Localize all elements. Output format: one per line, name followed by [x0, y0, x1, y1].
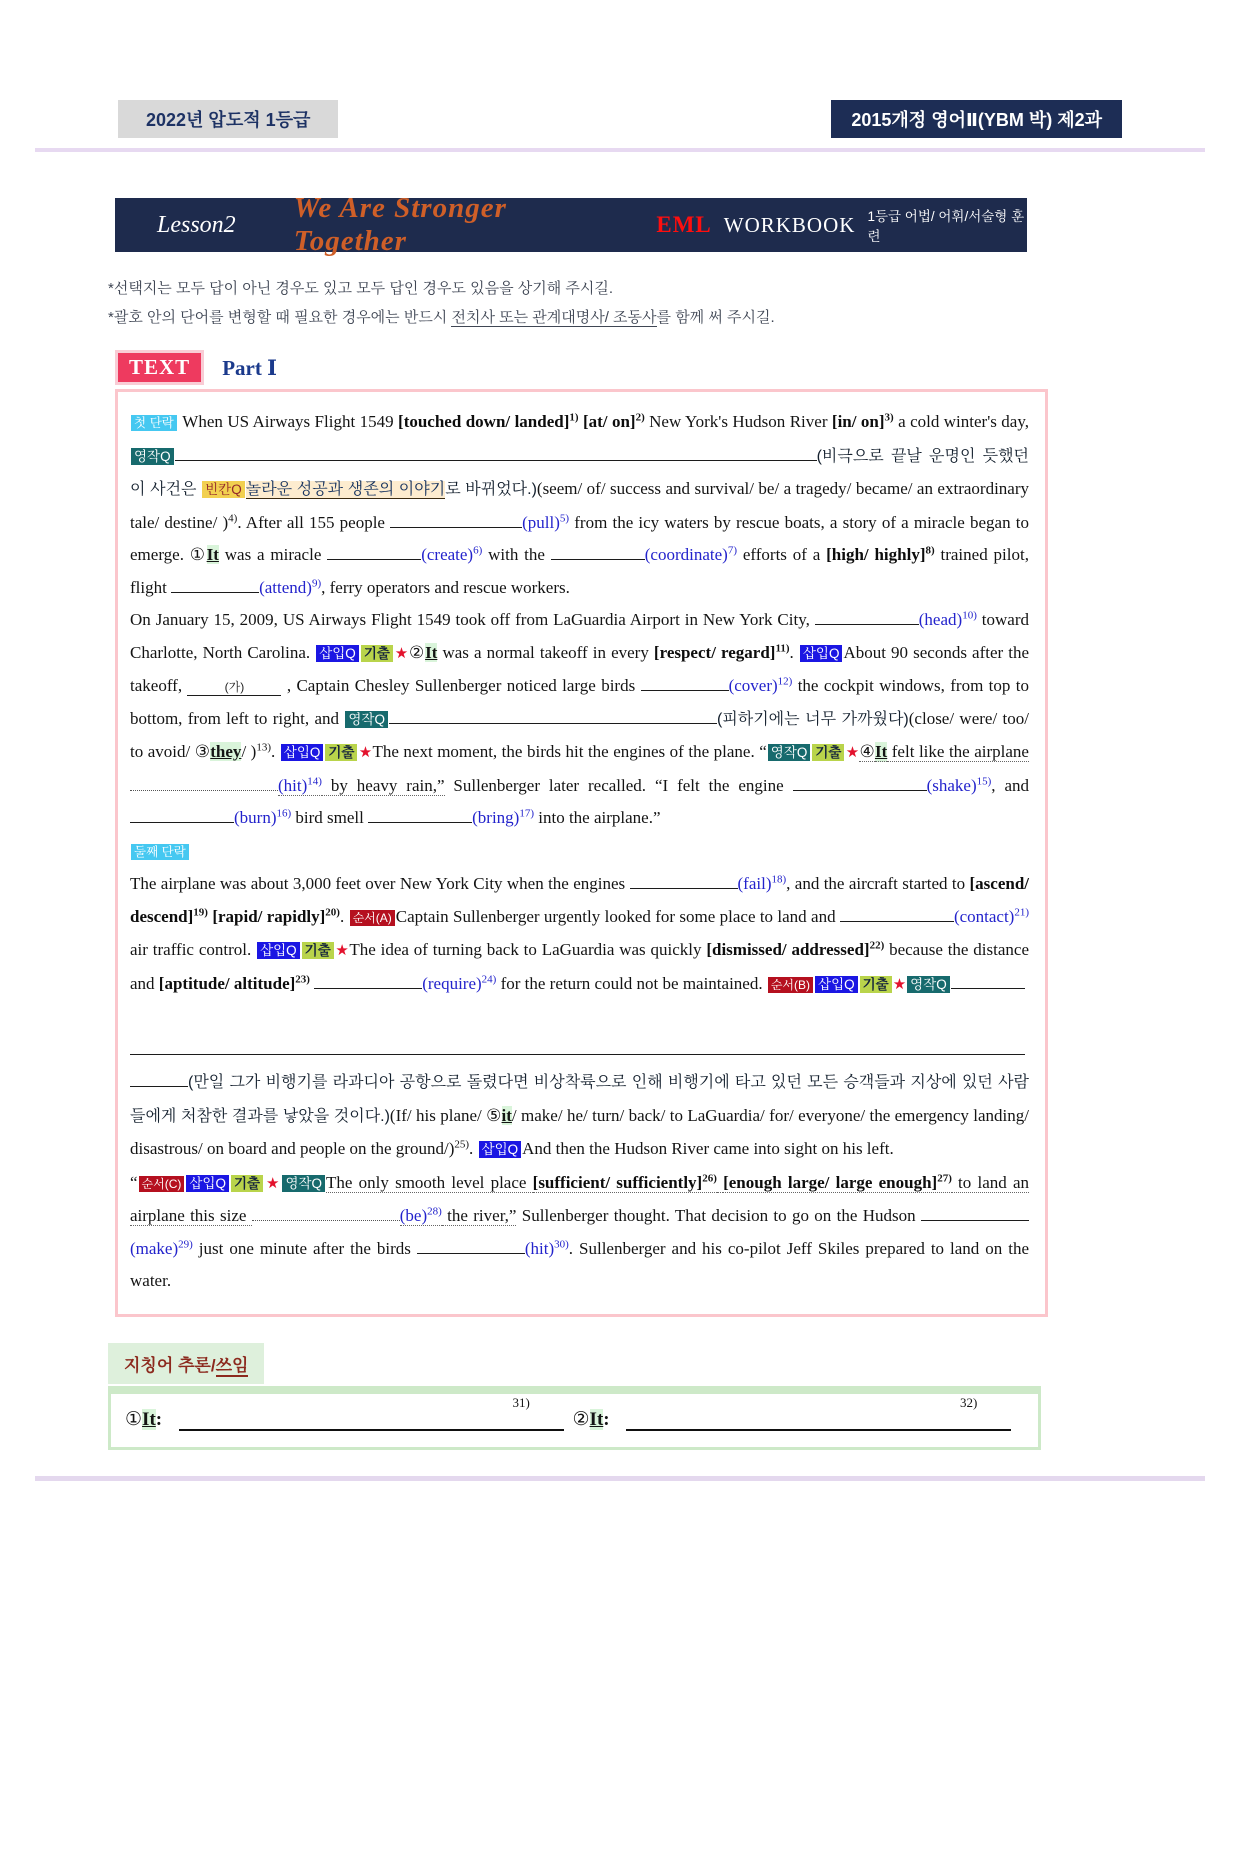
verb-hint: (require)$^{24)}$: [422, 972, 497, 993]
referent-header: 지칭어 추론/쓰임: [108, 1343, 264, 1384]
passage-text: just one minute after the birds: [192, 1238, 417, 1258]
answer-blank: [921, 1205, 1029, 1221]
yeongjak-q-badge: 영작Q: [768, 744, 811, 761]
question-number: 14): [307, 774, 322, 787]
choice-options: [touched down/ landed]$^{1)}$: [398, 411, 579, 431]
passage-text: with the: [482, 545, 551, 564]
passage-text: On January 15, 2009, US Airways Flight 1549 took off from LaGuardia Airport in New York City,: [130, 610, 815, 629]
question-number: 6): [473, 544, 483, 557]
passage-text: .: [469, 1139, 478, 1158]
choice-options: [at/ on]$^{2)}$: [582, 411, 645, 431]
answer-blank: [951, 973, 1025, 989]
answer-blank: [551, 544, 645, 560]
choice-options: [ascend/ descend]$^{19)}$: [130, 874, 1030, 926]
sunseo-badge: 순서(C): [139, 1176, 185, 1192]
verb-hint: (cover)$^{12)}$: [728, 675, 793, 695]
referent-box: [108, 1386, 1041, 1450]
korean-text: 로 바뀌었다.): [445, 481, 537, 498]
part-title: Part Ⅰ: [222, 355, 277, 380]
banner-subtitle: 1등급 어법/ 어휘/서술형 훈련: [867, 209, 1025, 244]
passage-text: was a miracle: [218, 545, 328, 564]
passage-text: The airplane was about 3,000 feet over New York City when the engines: [130, 874, 630, 893]
answer-blank: [130, 807, 234, 823]
verb-hint: (hit)$^{14)}$: [278, 774, 322, 795]
passage-text: , and the aircraft started to: [786, 874, 970, 893]
top-divider: [35, 148, 1205, 152]
question-number: 23): [295, 972, 310, 985]
star-icon: ★: [393, 645, 410, 662]
question-number: 12): [777, 675, 793, 688]
passage-text: from the icy waters by rescue boats, a story of a miracle began to emerge. ①: [130, 512, 1029, 564]
question-number: 17): [519, 807, 535, 820]
sunseo-badge: 순서(B): [768, 977, 813, 993]
question-number: 11): [775, 641, 790, 654]
passage-text: . Sullenberger and his co-pilot Jeff Skiles prepared to land on the water.: [130, 1238, 1029, 1290]
yeongjak-q-badge: 영작Q: [345, 711, 388, 728]
question-number: 32): [960, 1395, 978, 1411]
verb-hint: (fail)$^{18)}$: [737, 873, 787, 893]
answer-blank: [252, 1205, 400, 1221]
pronoun-highlight: it: [501, 1105, 512, 1125]
question-number: 30): [554, 1237, 569, 1250]
answer-blank: [389, 708, 717, 724]
pronoun-highlight: they: [210, 742, 242, 761]
question-number: 16): [276, 807, 292, 820]
question-number: 28): [427, 1205, 442, 1218]
question-number: 4): [228, 511, 238, 524]
gichul-badge: 기출: [860, 976, 892, 993]
passage-text: When US Airways Flight 1549: [177, 412, 399, 431]
choice-options: [sufficient/ sufficiently]$^{26)}$: [532, 1171, 717, 1192]
gichul-badge: 기출: [231, 1175, 263, 1192]
choice-options: [rapid/ rapidly]$^{20)}$: [212, 905, 340, 926]
circled-number: ②: [572, 1408, 590, 1430]
pronoun-highlight: It: [874, 742, 888, 761]
question-number: 24): [481, 972, 497, 985]
referent-item-1: ①It: $^{31)}$: [125, 1408, 573, 1431]
star-icon: ★: [358, 745, 373, 761]
answer-blank: [731, 445, 817, 461]
question-number: 9): [311, 576, 322, 589]
passage-text: , ferry operators and rescue workers.: [321, 577, 570, 597]
pronoun-highlight: It: [142, 1408, 156, 1430]
yeongjak-q-badge: 영작Q: [907, 976, 950, 993]
passage-text: toward Charlotte, North Carolina.: [130, 610, 1029, 662]
question-number: 18): [771, 873, 787, 886]
korean-text: (만일 그가 비행기를 라과디아 공항으로 돌렸다면 비상착륙으로 인해 비행기에 타고 있던 모든 승객들과 지상에 있던 사람들에게 처참한 결과를 낳았을 것이다.): [130, 1074, 1029, 1125]
passage-text: Sullenberger thought. That decision to go on the Hudson: [516, 1206, 921, 1225]
passage-text: .: [271, 742, 280, 761]
answer-blank: [130, 1071, 188, 1087]
passage-text: The idea of turning back to LaGuardia was quickly: [349, 940, 707, 959]
passage-text: About 90 seconds after the takeoff,: [130, 642, 1030, 695]
verb-hint: (hit)$^{30)}$: [524, 1237, 569, 1258]
verb-hint: (shake)$^{15)}$: [926, 774, 992, 795]
paragraph-badge: 둘째 단락: [131, 844, 189, 860]
verb-hint: (coordinate)$^{7)}$: [644, 544, 738, 564]
pronoun-highlight: It: [589, 1408, 604, 1430]
passage-text: , and: [991, 775, 1029, 795]
verb-hint: (attend)$^{9)}$: [259, 576, 322, 597]
passage-text: the cockpit windows, from top to bottom, from left to right, and: [130, 676, 1029, 728]
star-icon: ★: [892, 976, 907, 993]
underlined-word: 쓰임: [215, 1355, 249, 1375]
answer-blank: [641, 675, 729, 691]
korean-text: (피하기에는 너무 가까웠다): [716, 710, 909, 728]
yeongjak-q-badge: 영작Q: [131, 448, 174, 465]
sabip-q-badge: 삽입Q: [281, 744, 324, 761]
verb-hint: (head)$^{10)}$: [918, 609, 977, 629]
verb-hint: (burn)$^{16)}$: [234, 807, 292, 827]
question-number: 10): [962, 609, 977, 622]
yeongjak-q-badge: 영작Q: [282, 1175, 325, 1192]
question-number: 2): [635, 411, 645, 424]
lesson-title: We Are Stronger Together: [293, 192, 507, 257]
question-number: 26): [702, 1171, 717, 1184]
gichul-badge: 기출: [325, 744, 357, 761]
question-number: 29): [178, 1237, 193, 1250]
sabip-q-badge: 삽입Q: [479, 1141, 522, 1158]
passage-text: by heavy rain,”: [321, 775, 445, 795]
paragraph-badge: 첫 단락: [131, 415, 177, 431]
korean-highlight: 놀라운 성공과 생존의 이야기: [245, 481, 446, 498]
answer-blank: [815, 609, 919, 625]
passage-text: bird smell: [291, 808, 369, 827]
note-line-2: *괄호 안의 단어를 변형할 때 필요한 경우에는 반드시 전치사 또는 관계대명사/ 조동사를 함께 써 주시길.: [108, 309, 775, 326]
gichul-badge: 기출: [361, 645, 393, 662]
labeled-blank: (가): [187, 678, 281, 696]
question-number: 22): [869, 939, 885, 952]
instruction-notes: [108, 274, 1240, 332]
verb-hint: (bring)$^{17)}$: [472, 807, 535, 827]
year-badge: 2022년 압도적 1등급: [118, 100, 338, 138]
question-number: 20): [325, 905, 340, 918]
passage-text: / )$^{13)}$: [241, 741, 272, 761]
passage-text: to land an airplane this size: [130, 1172, 1029, 1225]
star-icon: ★: [264, 1175, 282, 1192]
answer-blank: [171, 577, 259, 593]
passage-text: because the distance and: [130, 940, 1030, 993]
answer-blank: [314, 973, 422, 989]
gichul-badge: 기출: [302, 942, 334, 959]
answer-blank: [368, 807, 472, 823]
question-number: 8): [925, 544, 935, 557]
question-number: 3): [884, 411, 894, 424]
korean-text: (비극으로 끝날 운명인 듯했던 이 사건은: [130, 447, 1029, 498]
referent-item-2: ②It: $^{32)}$: [573, 1408, 1021, 1431]
choice-options: [in/ on]$^{3)}$: [831, 411, 894, 431]
question-number: 13): [256, 741, 272, 754]
passage-text: (seem/ of/ success and survival/ be/ a tragedy/ became/ an extraordinary tale/ destine/ )$^{4)}$: [130, 479, 1029, 532]
passage-text: Sullenberger later recalled. “I felt the engine: [444, 775, 793, 795]
passage-text: (If/ his plane/ ⑤: [389, 1105, 502, 1125]
sabip-q-badge: 삽입Q: [800, 645, 843, 662]
passage-text: ④: [859, 742, 875, 761]
verb-hint: (make)$^{29)}$: [130, 1237, 193, 1258]
passage-text: “: [130, 1172, 138, 1192]
choice-options: [high/ highly]$^{8)}$: [826, 544, 935, 564]
passage-text: . After all 155 people: [237, 512, 391, 532]
choice-options: [dismissed/ addressed]$^{22)}$: [706, 939, 885, 959]
passage-text: into the airplane.”: [534, 808, 661, 827]
answer-blank: [630, 873, 738, 889]
passage-text: .: [339, 906, 349, 926]
circled-number: ①: [125, 1408, 143, 1430]
gichul-badge: 기출: [812, 744, 844, 761]
section-header: [115, 350, 1240, 385]
passage-text: a cold winter's day,: [893, 412, 1029, 431]
question-number: 21): [1014, 905, 1030, 918]
sabip-q-badge: 삽입Q: [257, 942, 300, 959]
pronoun-highlight: It: [206, 545, 219, 564]
text-badge: TEXT: [115, 350, 204, 385]
question-number: 19): [193, 905, 208, 918]
question-number: 27): [937, 1171, 952, 1184]
question-number: 1): [569, 411, 579, 424]
sabip-q-badge: 삽입Q: [815, 976, 858, 993]
question-number: 15): [976, 774, 992, 787]
answer-blank: [840, 906, 954, 922]
verb-hint: (contact)$^{21)}$: [953, 905, 1030, 926]
sabip-q-badge: 삽입Q: [186, 1175, 229, 1192]
lesson-banner: [115, 192, 1027, 257]
passage-text: was a normal takeoff in every: [437, 642, 654, 662]
passage-text: The next moment, the birds hit the engines of the plane. “: [372, 742, 767, 761]
passage-text: for the return could not be maintained.: [496, 973, 767, 993]
answer-line: [626, 1395, 1011, 1431]
passage-text: Captain Sullenberger urgently looked for some place to land and: [395, 906, 840, 926]
answer-blank: [130, 1039, 1025, 1055]
bottom-divider: [35, 1476, 1205, 1481]
passage-text: / make/ he/ turn/ back/ to LaGuardia/ for/ everyone/ the emergency landing/ disastrous/ on board and people on the ground/)$^{25)}$: [130, 1105, 1029, 1158]
passage-text: trained pilot, flight: [130, 545, 1029, 597]
verb-hint: (pull)$^{5)}$: [522, 511, 570, 532]
sabip-q-badge: 삽입Q: [316, 645, 359, 662]
sunseo-badge: 순서(A): [350, 910, 395, 926]
passage-text: efforts of a: [737, 545, 827, 564]
answer-blank: [417, 1238, 525, 1254]
underlined-phrase: 전치사 또는 관계대명사/ 조동사: [451, 309, 657, 326]
answer-blank: [793, 775, 927, 791]
workbook-label: WORKBOOK: [723, 212, 856, 237]
choice-options: [enough large/ large enough]$^{27)}$: [723, 1171, 952, 1192]
lesson-label: Lesson2: [157, 211, 236, 238]
answer-line: [179, 1395, 564, 1431]
textbook-badge: 2015개정 영어Ⅱ(YBM 박) 제2과: [831, 100, 1122, 138]
bincan-q-badge: 빈칸Q: [202, 481, 245, 498]
referent-section: [108, 1343, 1041, 1450]
passage-text: air traffic control.: [130, 940, 257, 959]
verb-hint: (be)$^{28)}$: [399, 1205, 442, 1225]
passage-text: (close/ were/ too/ to avoid/ ③: [130, 708, 1029, 761]
question-number: 31): [512, 1395, 530, 1411]
passage-text: felt like the airplane: [887, 742, 1029, 761]
answer-blank: [390, 512, 522, 528]
star-icon: ★: [334, 943, 350, 959]
star-icon: ★: [845, 745, 860, 761]
pronoun-highlight: It: [425, 642, 438, 662]
answer-blank: [175, 445, 731, 461]
passage-text: The only smooth level place: [326, 1172, 533, 1192]
question-number: 25): [454, 1138, 470, 1151]
passage-text: , Captain Chesley Sullenberger noticed large birds: [281, 676, 641, 695]
passage-text: ②: [409, 642, 426, 662]
question-number: 5): [559, 511, 570, 524]
choice-options: [aptitude/ altitude]$^{23)}$: [158, 972, 310, 993]
page-header: [118, 100, 1122, 138]
verb-hint: (create)$^{6)}$: [421, 544, 483, 564]
passage: [115, 389, 1048, 1317]
answer-blank: [130, 775, 278, 791]
choice-options: [respect/ regard]$^{11)}$: [653, 641, 790, 662]
question-number: 7): [727, 544, 738, 557]
passage-text: .: [789, 642, 799, 662]
passage-text: And then the Hudson River came into sight on his left.: [522, 1139, 894, 1158]
note-line-1: *선택지는 모두 답이 아닌 경우도 있고 모두 답인 경우도 있음을 상기해 주시길.: [108, 280, 614, 297]
answer-blank: [327, 544, 421, 560]
passage-text: New York's Hudson River: [644, 412, 832, 431]
eml-label: EML: [656, 212, 712, 237]
passage-text: the river,”: [441, 1206, 517, 1225]
